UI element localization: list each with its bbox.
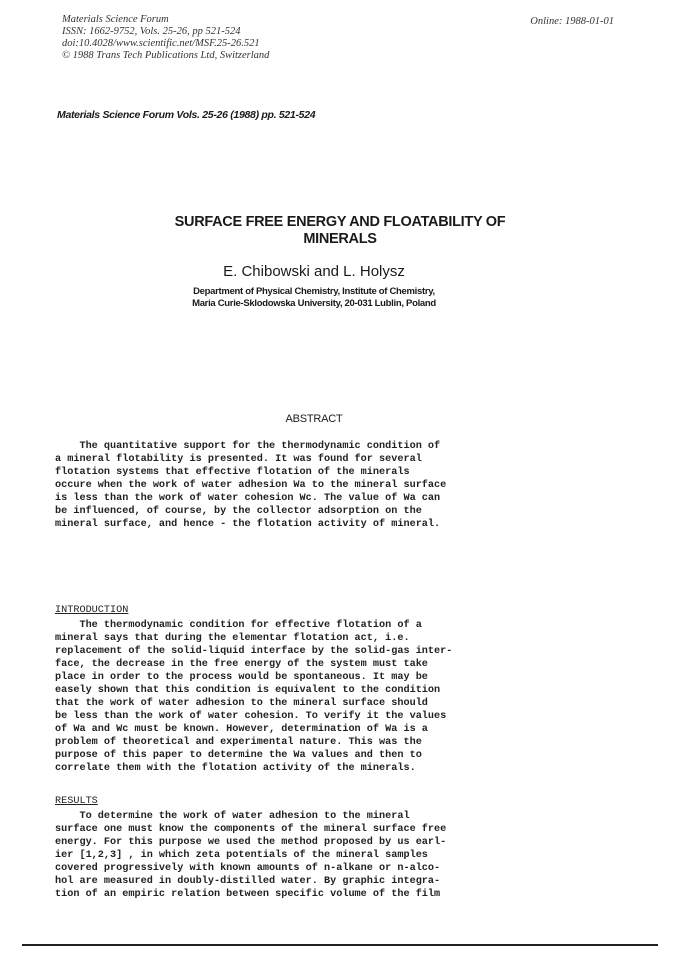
text-line: hol are measured in doubly-distilled water. By graphic integra- bbox=[55, 876, 441, 887]
text-line: covered progressively with known amounts of n-alkane or n-alco- bbox=[55, 863, 441, 874]
text-line: of Wa and Wc must be known. However, determination of Wa is a bbox=[55, 724, 428, 735]
text-line: that the work of water adhesion to the mineral surface should bbox=[55, 698, 428, 709]
affiliation bbox=[0, 286, 628, 310]
text-line: place in order to the process would be spontaneous. It may be bbox=[55, 672, 428, 683]
text-line: mineral surface, and hence - the flotation activity of mineral. bbox=[55, 519, 441, 530]
affiliation-line: Maria Curie-Sklodowska University, 20-031 Lublin, Poland bbox=[192, 298, 436, 309]
text-line: a mineral flotability is presented. It was found for several bbox=[55, 454, 422, 465]
doi-line: doi:10.4028/www.scientific.net/MSF.25-26.521 bbox=[62, 38, 260, 49]
authors: E. Chibowski and L. Holysz bbox=[223, 263, 405, 280]
copyright-line: © 1988 Trans Tech Publications Ltd, Switzerland bbox=[62, 50, 270, 61]
abstract-heading: ABSTRACT bbox=[285, 413, 343, 425]
issn-line: ISSN: 1662-9752, Vols. 25-26, pp 521-524 bbox=[62, 26, 241, 37]
introduction-heading bbox=[55, 604, 128, 617]
text-line: tion of an empiric relation between specific volume of the film bbox=[55, 889, 441, 900]
text-line: face, the decrease in the free energy of the system must take bbox=[55, 659, 428, 670]
text-line: To determine the work of water adhesion to the mineral bbox=[55, 811, 410, 822]
text-line: easely shown that this condition is equivalent to the condition bbox=[55, 685, 441, 696]
heading-text: INTRODUCTION bbox=[55, 605, 129, 616]
text-line: replacement of the solid-liquid interface by the solid-gas inter- bbox=[55, 646, 453, 657]
paper-title bbox=[60, 214, 620, 248]
text-line: purpose of this paper to determine the Wa values and then to bbox=[55, 750, 422, 761]
text-line: is less than the work of water cohesion Wc. The value of Wa can bbox=[55, 493, 441, 504]
bottom-rule bbox=[22, 944, 658, 946]
text-line: be less than the work of water cohesion. To verify it the values bbox=[55, 711, 447, 722]
text-line: surface one must know the components of the mineral surface free bbox=[55, 824, 447, 835]
results-body bbox=[55, 810, 446, 901]
text-line: ier [1,2,3] , in which zeta potentials of the mineral samples bbox=[55, 850, 428, 861]
heading-text: RESULTS bbox=[55, 796, 98, 807]
text-line: problem of theoretical and experimental nature. This was the bbox=[55, 737, 422, 748]
text-line: energy. For this purpose we used the method proposed by us earl- bbox=[55, 837, 447, 848]
text-line: The thermodynamic condition for effective flotation of a bbox=[55, 620, 422, 631]
journal-header bbox=[62, 14, 269, 62]
online-date bbox=[530, 16, 614, 28]
text-line: correlate them with the flotation activity of the minerals. bbox=[55, 763, 416, 774]
journal-name: Materials Science Forum bbox=[62, 14, 169, 25]
online-date-text: Online: 1988-01-01 bbox=[530, 16, 614, 27]
text-line: be influenced, of course, by the collector adsorption on the bbox=[55, 506, 422, 517]
text-line: occure when the work of water adhesion Wa to the mineral surface bbox=[55, 480, 447, 491]
abstract-body bbox=[55, 440, 446, 531]
title-line: MINERALS bbox=[303, 231, 377, 247]
text-line: flotation systems that effective flotation of the minerals bbox=[55, 467, 410, 478]
text-line: mineral says that during the elementar flotation act, i.e. bbox=[55, 633, 410, 644]
text-line: The quantitative support for the thermodynamic condition of bbox=[55, 441, 441, 452]
title-line: SURFACE FREE ENERGY AND FLOATABILITY OF bbox=[174, 214, 506, 230]
results-heading bbox=[55, 795, 98, 808]
citation-line: Materials Science Forum Vols. 25-26 (1988) pp. 521-524 bbox=[57, 109, 316, 121]
introduction-body bbox=[55, 619, 452, 775]
affiliation-line: Department of Physical Chemistry, Institute of Chemistry, bbox=[193, 286, 435, 297]
